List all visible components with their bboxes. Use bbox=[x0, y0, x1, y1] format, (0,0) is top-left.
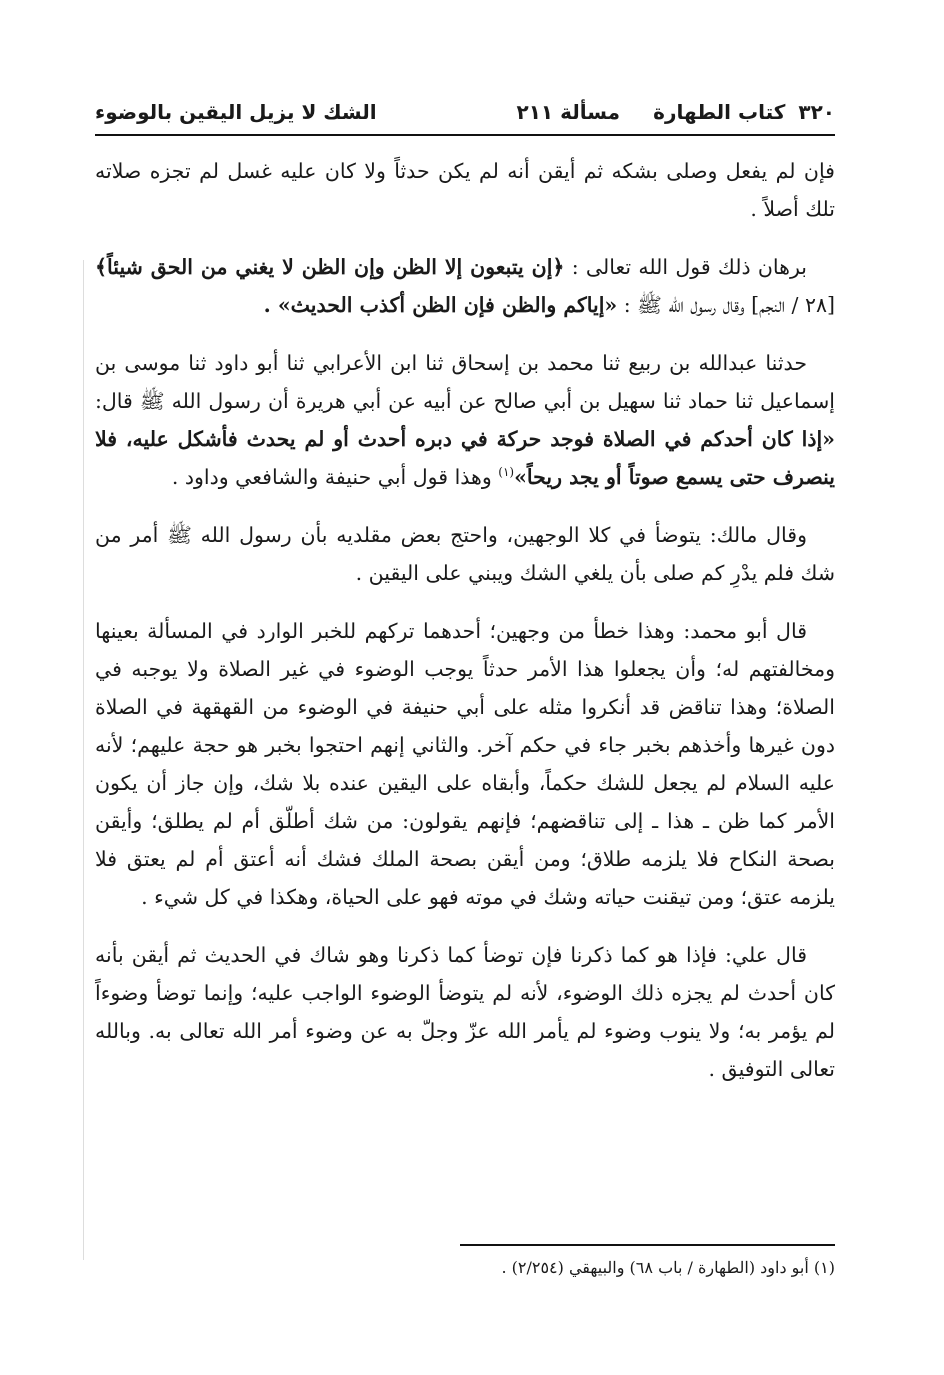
paragraph-6: قال علي: فإذا هو كما ذكرنا فإن توضأ كما ذكرنا وهو شاك في الحديث ثم أيقن بأنه كان أحدث لم يجزه ذلك الوضوء، لأنه لم يتوضأ الوضوء الواجب عليه؛ وإنما توضأ وضوءاً لم يؤمر به؛ ولا ينوب وضوء لم يأمر الله عزّ وجلّ به عن وضوء أمر الله تعالى به. وبالله تعالى التوفيق . bbox=[95, 943, 835, 1081]
issue-number: مسألة ٢١١ bbox=[516, 100, 620, 124]
paragraph-4: وقال مالك: يتوضأ في كلا الوجهين، واحتج بعض مقلديه بأن رسول الله ﷺ أمر من شك فلم يدْرِ كم صلى بأن يلغي الشك ويبني على اليقين . bbox=[95, 523, 835, 585]
paragraph-2 bbox=[95, 248, 835, 324]
paragraph-2-citation: [٢٨ / النجم] وقال رسول الله ﷺ : bbox=[617, 293, 835, 317]
book-page bbox=[95, 90, 835, 1290]
footnote-divider bbox=[460, 1244, 835, 1246]
quran-verse: ﴿إن يتبعون إلا الظن وإن الظن لا يغني من الحق شيئاً﴾ bbox=[95, 255, 565, 279]
main-text bbox=[95, 152, 835, 1108]
paragraph-3 bbox=[95, 344, 835, 496]
scan-margin-line bbox=[83, 260, 87, 1260]
paragraph-2-intro: برهان ذلك قول الله تعالى : bbox=[564, 255, 807, 279]
paragraph-1: فإن لم يفعل وصلى بشكه ثم أيقن أنه لم يكن حدثاً ولا كان عليه غسل لم تجزه صلاته تلك أصلاً . bbox=[95, 159, 835, 221]
isnad-chain: حدثنا عبدالله بن ربيع ثنا محمد بن إسحاق ثنا ابن الأعرابي ثنا أبو داود ثنا موسى بن إسماعيل ثنا حماد ثنا سهيل بن أبي صالح عن أبيه عن أبي هريرة أن رسول الله ﷺ قال: bbox=[95, 351, 835, 413]
book-title: كتاب الطهارة bbox=[653, 100, 786, 124]
paragraph-5: قال أبو محمد: وهذا خطأ من وجهين؛ أحدهما تركهم للخبر الوارد في المسألة بعينها ومخالفتهم له؛ وأن يجعلوا هذا الأمر حدثاً يوجب الوضوء في غير الصلاة ولا يوجبه في الصلاة؛ وهذا تناقض قد أنكروا مثله على أبي حنيفة في الوضوء من القهقهة في الصلاة دون غيرها وأخذهم بخبر جاء في حكم آخر. والثاني إنهم احتجوا بخبر هو حجة عليهم؛ لأنه عليه السلام لم يجعل للشك حكماً، وأبقاه على اليقين عنده بلا شك، وإن جاز أن يكون الأمر كما ظن ـ هذا ـ إلى تناقضهم؛ فإنهم يقولون: من شك أطلّق أم لم يطلق؛ وأيقن بصحة النكاح فلا يلزمه طلاق؛ ومن أيقن بصحة الملك فشك أنه أعتق أم لم يعتق فلا يلزمه عتق؛ ومن تيقنت حياته وشك في موته فهو على الحياة، وهكذا في كل شيء . bbox=[95, 619, 835, 909]
page-number: ٣٢٠ bbox=[798, 100, 835, 124]
hadith-quote-2: «إذا كان أحدكم في الصلاة فوجد حركة في دبره أحدث أو لم يحدث فأشكل عليه، فلا ينصرف حتى يسمع صوتاً أو يجد ريحاً» bbox=[95, 427, 835, 489]
hadith-quote-1: «إياكم والظن فإن الظن أكذب الحديث» . bbox=[263, 293, 618, 317]
footnote-reference[interactable]: (١) bbox=[498, 465, 515, 480]
header-right bbox=[653, 100, 835, 124]
footnote-1: (١) أبو داود (الطهارة / باب ٦٨) والبيهقي (٢/٢٥٤) . bbox=[501, 1258, 835, 1277]
running-header bbox=[95, 98, 835, 136]
paragraph-3-conclusion: وهذا قول أبي حنيفة والشافعي وداود . bbox=[171, 465, 499, 489]
section-title: الشك لا يزيل اليقين بالوضوء bbox=[95, 100, 377, 124]
